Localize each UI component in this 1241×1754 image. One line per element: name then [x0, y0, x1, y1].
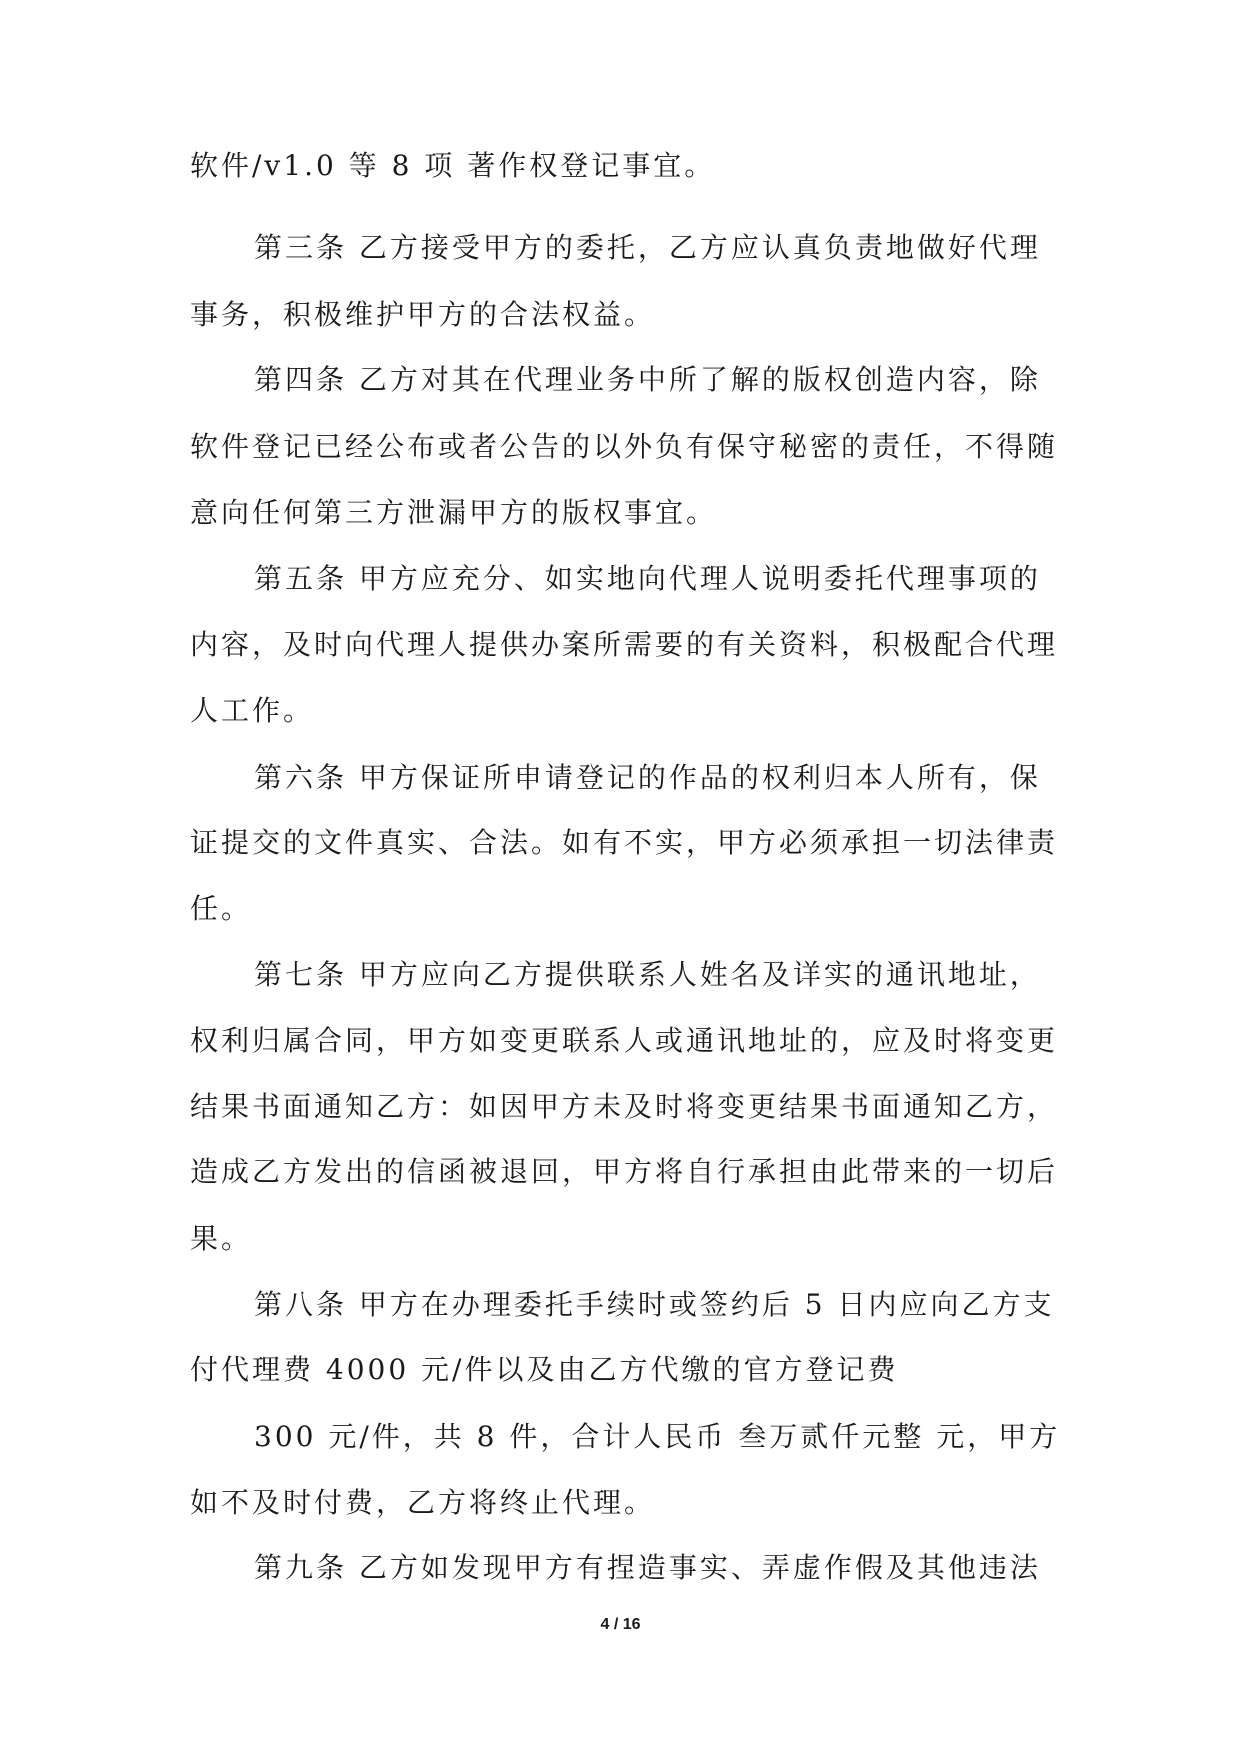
text-line: 权利归属合同，甲方如变更联系人或通讯地址的，应及时将变更 — [190, 1024, 1059, 1057]
text-line: 第六条 甲方保证所申请登记的作品的权利归本人所有，保 — [254, 761, 1041, 794]
text-line: 付代理费 4000 元/件以及由乙方代缴的官方登记费 — [190, 1353, 899, 1386]
text-line: 内容，及时向代理人提供办案所需要的有关资料，积极配合代理 — [190, 628, 1059, 661]
text-line: 意向任何第三方泄漏甲方的版权事宜。 — [190, 496, 718, 529]
text-line: 事务，积极维护甲方的合法权益。 — [190, 298, 656, 331]
text-line: 第三条 乙方接受甲方的委托，乙方应认真负责地做好代理 — [254, 231, 1041, 264]
text-line: 第九条 乙方如发现甲方有捏造事实、弄虚作假及其他违法 — [254, 1551, 1041, 1584]
text-line: 软件登记已经公布或者公告的以外负有保守秘密的责任，不得随 — [190, 430, 1059, 463]
text-line: 软件/v1.0 等 8 项 著作权登记事宜。 — [190, 149, 716, 182]
text-line: 300 元/件，共 8 件，合计人民币 叁万贰仟元整 元，甲方 — [254, 1420, 1061, 1453]
page-number: 4 / 16 — [600, 1616, 641, 1633]
text-line: 结果书面通知乙方：如因甲方未及时将变更结果书面通知乙方， — [190, 1090, 1059, 1123]
text-line: 任。 — [190, 892, 253, 925]
text-line: 如不及时付费，乙方将终止代理。 — [190, 1486, 656, 1519]
text-line: 第七条 甲方应向乙方提供联系人姓名及详实的通讯地址， — [254, 958, 1041, 991]
text-line: 第八条 甲方在办理委托手续时或签约后 5 日内应向乙方支 — [254, 1288, 1055, 1321]
text-line: 果。 — [190, 1222, 253, 1255]
text-line: 第五条 甲方应充分、如实地向代理人说明委托代理事项的 — [254, 562, 1041, 595]
text-line: 证提交的文件真实、合法。如有不实，甲方必须承担一切法律责 — [190, 826, 1059, 859]
text-line: 造成乙方发出的信函被退回，甲方将自行承担由此带来的一切后 — [190, 1155, 1059, 1188]
text-line: 第四条 乙方对其在代理业务中所了解的版权创造内容，除 — [254, 363, 1041, 396]
text-line: 人工作。 — [190, 694, 315, 727]
